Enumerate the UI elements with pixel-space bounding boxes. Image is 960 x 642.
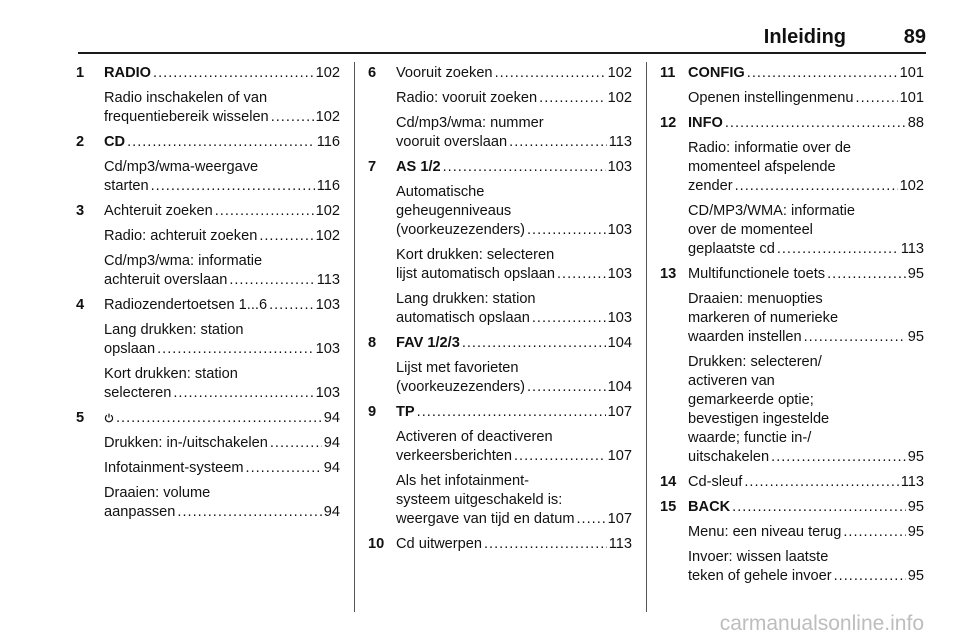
dot-leader — [771, 448, 906, 467]
dot-leader — [732, 498, 906, 517]
sub-entry-line: geheugenniveaus — [396, 203, 512, 219]
sub-entry-text: (voorkeuzezenders) — [396, 379, 525, 395]
page-reference: 102 — [315, 228, 340, 244]
entry-heading — [396, 535, 632, 554]
sub-entry-text: achteruit overslaan — [104, 272, 228, 288]
sub-entry — [104, 252, 340, 290]
sub-entry-line: activeren van — [688, 373, 775, 389]
sub-entry — [688, 89, 924, 108]
sub-entry-last-line — [104, 503, 340, 522]
sub-entry-text: teken of gehele invoer — [688, 568, 832, 584]
dot-leader — [269, 296, 314, 315]
sub-entry-line: Cd/mp3/wma-weergave — [104, 159, 259, 175]
sub-entry-text: waarden instellen — [688, 329, 802, 345]
page-reference: 104 — [607, 335, 632, 351]
entry-body — [396, 535, 632, 554]
sub-entry — [688, 353, 924, 467]
page-reference: 103 — [315, 385, 340, 401]
dot-leader — [744, 473, 898, 492]
entry-title: INFO — [688, 115, 723, 131]
entry-heading — [396, 158, 632, 177]
page-reference: 103 — [607, 222, 632, 238]
page-reference: 101 — [899, 65, 924, 81]
page-reference: 95 — [907, 524, 924, 540]
entry-number: 10 — [368, 536, 385, 552]
page-reference: 95 — [907, 568, 924, 584]
sub-entry-text: Openen instellingenmenu — [688, 90, 854, 106]
index-entry — [368, 403, 632, 529]
sub-entry-last-line — [104, 108, 340, 127]
dot-leader — [443, 158, 606, 177]
page-reference: 103 — [315, 341, 340, 357]
entry-heading — [688, 114, 924, 133]
sub-entry-line: Cd/mp3/wma: nummer — [396, 115, 544, 131]
entry-number: 15 — [660, 499, 677, 515]
dot-leader — [246, 459, 322, 478]
sub-entry-line: waarde; functie in-/ — [688, 430, 812, 446]
sub-entry-last-line — [688, 523, 924, 542]
sub-entry-last-line — [688, 240, 924, 259]
page-reference: 107 — [607, 404, 632, 420]
sub-entry-line: Kort drukken: selecteren — [396, 247, 555, 263]
dot-leader — [215, 202, 314, 221]
sub-entry-line: over de momenteel — [688, 222, 813, 238]
dot-leader — [127, 133, 315, 152]
entry-heading — [688, 265, 924, 284]
entry-title: BACK — [688, 499, 731, 515]
sub-entry-last-line — [396, 510, 632, 529]
dot-leader — [532, 309, 606, 328]
entry-body — [396, 334, 632, 397]
sub-entry — [396, 183, 632, 240]
entry-number: 7 — [368, 159, 377, 175]
dot-leader — [153, 64, 314, 83]
page-reference: 94 — [323, 460, 340, 476]
sub-entry-line: Automatische — [396, 184, 485, 200]
entry-number: 1 — [76, 65, 85, 81]
dot-leader — [557, 265, 606, 284]
dot-leader — [259, 227, 313, 246]
dot-leader — [177, 503, 321, 522]
page-reference: 113 — [900, 474, 924, 490]
sub-entry — [688, 139, 924, 196]
sub-entry — [104, 227, 340, 246]
sub-entry — [104, 365, 340, 403]
page-number: 89 — [903, 26, 926, 48]
sub-entry-text: Drukken: in-/uitschakelen — [104, 435, 268, 451]
sub-entry-line: Lang drukken: station — [396, 291, 536, 307]
sub-entry-line: Kort drukken: station — [104, 366, 238, 382]
page-header — [78, 22, 926, 54]
sub-entry-line: Drukken: selecteren/ — [688, 354, 822, 370]
dot-leader — [527, 221, 606, 240]
page-reference: 103 — [607, 266, 632, 282]
entry-title: AS 1/2 — [396, 159, 441, 175]
page-reference: 94 — [323, 504, 340, 520]
sub-entry-text: Menu: een niveau terug — [688, 524, 842, 540]
entry-heading — [104, 296, 340, 315]
sub-entry-line: gemarkeerde optie; — [688, 392, 814, 408]
sub-entry-line: markeren of numerieke — [688, 310, 839, 326]
sub-entry-line: CD/MP3/WMA: informatie — [688, 203, 856, 219]
sub-entry — [396, 246, 632, 284]
sub-entry-text: (voorkeuzezenders) — [396, 222, 525, 238]
sub-entry-text: verkeersberichten — [396, 448, 512, 464]
sub-entry — [688, 290, 924, 347]
index-column-1 — [76, 64, 340, 528]
sub-entry — [104, 434, 340, 453]
sub-entry — [104, 158, 340, 196]
page-reference: 102 — [607, 65, 632, 81]
sub-entry-text: starten — [104, 178, 149, 194]
entry-title: CD — [104, 134, 126, 150]
sub-entry-text: Infotainment-systeem — [104, 460, 244, 476]
sub-entry-line: Als het infotainment- — [396, 473, 530, 489]
sub-entry-last-line — [104, 434, 340, 453]
index-entry — [368, 535, 632, 554]
entry-number: 12 — [660, 115, 677, 131]
sub-entry-line: Draaien: volume — [104, 485, 211, 501]
entry-body — [104, 133, 340, 196]
page-reference: 102 — [315, 65, 340, 81]
sub-entry-line: systeem uitgeschakeld is: — [396, 492, 563, 508]
sub-entry-last-line — [104, 384, 340, 403]
dot-leader — [735, 177, 898, 196]
page-reference: 103 — [315, 297, 340, 313]
entry-title: Multifunctionele toets — [688, 266, 826, 282]
dot-leader — [271, 108, 314, 127]
dot-leader — [576, 510, 605, 529]
dot-leader — [495, 64, 606, 83]
index-entry — [368, 64, 632, 152]
entry-heading — [396, 334, 632, 353]
page-reference: 88 — [907, 115, 924, 131]
entry-body — [104, 409, 340, 522]
page-reference: 107 — [607, 448, 632, 464]
sub-entry-last-line — [396, 309, 632, 328]
sub-entry-text: uitschakelen — [688, 449, 770, 465]
index-entry — [76, 64, 340, 127]
sub-entry-text: vooruit overslaan — [396, 134, 508, 150]
column-divider — [646, 62, 647, 612]
page-reference: 94 — [323, 410, 340, 426]
dot-leader — [173, 384, 313, 403]
sub-entry — [104, 321, 340, 359]
entry-number: 6 — [368, 65, 377, 81]
dot-leader — [843, 523, 905, 542]
column-divider — [354, 62, 355, 612]
sub-entry-last-line — [104, 177, 340, 196]
page-reference: 113 — [900, 241, 924, 257]
sub-entry-line: Radio: informatie over de — [688, 140, 852, 156]
sub-entry-last-line — [396, 89, 632, 108]
sub-entry-text: lijst automatisch opslaan — [396, 266, 555, 282]
entry-body — [688, 64, 924, 108]
page-reference: 113 — [608, 536, 632, 552]
page-reference: 95 — [907, 329, 924, 345]
dot-leader — [827, 265, 906, 284]
entry-title: TP — [396, 404, 415, 420]
sub-entry-line: Draaien: menuopties — [688, 291, 823, 307]
power-icon — [104, 409, 114, 428]
index-entry — [368, 334, 632, 397]
sub-entry-text: zender — [688, 178, 733, 194]
sub-entry-last-line — [688, 89, 924, 108]
sub-entry-last-line — [688, 567, 924, 586]
sub-entry — [396, 114, 632, 152]
sub-entry-last-line — [688, 328, 924, 347]
sub-entry — [396, 428, 632, 466]
sub-entry — [688, 523, 924, 542]
dot-leader — [834, 567, 906, 586]
sub-entry-last-line — [104, 227, 340, 246]
entry-heading — [688, 64, 924, 83]
sub-entry-line: momenteel afspelende — [688, 159, 836, 175]
sub-entry-last-line — [104, 459, 340, 478]
dot-leader — [509, 133, 607, 152]
sub-entry-last-line — [396, 133, 632, 152]
sub-entry-text: opslaan — [104, 341, 156, 357]
dot-leader — [514, 447, 606, 466]
sub-entry — [104, 484, 340, 522]
sub-entry-last-line — [688, 177, 924, 196]
sub-entry-line: Cd/mp3/wma: informatie — [104, 253, 263, 269]
sub-entry-text: automatisch opslaan — [396, 310, 530, 326]
page-reference: 102 — [315, 203, 340, 219]
sub-entry — [104, 459, 340, 478]
page-reference: 103 — [607, 310, 632, 326]
sub-entry-last-line — [396, 265, 632, 284]
entry-heading — [104, 133, 340, 152]
entry-body — [396, 158, 632, 328]
entry-heading — [396, 64, 632, 83]
sub-entry-text: weergave van tijd en datum — [396, 511, 575, 527]
index-entry — [660, 114, 924, 259]
dot-leader — [151, 177, 315, 196]
sub-entry-text: selecteren — [104, 385, 172, 401]
index-entry — [660, 265, 924, 467]
index-entry — [660, 64, 924, 108]
index-entry — [368, 158, 632, 328]
dot-leader — [777, 240, 899, 259]
page-reference: 103 — [607, 159, 632, 175]
page-reference: 102 — [607, 90, 632, 106]
entry-heading — [688, 473, 924, 492]
sub-entry-text: Radio: achteruit zoeken — [104, 228, 258, 244]
sub-entry-last-line — [396, 378, 632, 397]
entry-heading — [104, 409, 340, 428]
page-reference: 116 — [316, 178, 340, 194]
index-entry — [660, 473, 924, 492]
sub-entry — [104, 89, 340, 127]
sub-entry — [688, 548, 924, 586]
sub-entry-last-line — [104, 271, 340, 290]
entry-body — [688, 265, 924, 467]
sub-entry-last-line — [688, 448, 924, 467]
entry-body — [104, 64, 340, 127]
entry-number: 14 — [660, 474, 677, 490]
entry-title: Cd-sleuf — [688, 474, 743, 490]
index-entry — [660, 498, 924, 586]
dot-leader — [804, 328, 906, 347]
page-reference: 102 — [315, 109, 340, 125]
sub-entry-line: Lijst met favorieten — [396, 360, 519, 376]
sub-entry — [396, 359, 632, 397]
dot-leader — [229, 271, 314, 290]
entry-number: 8 — [368, 335, 377, 351]
entry-heading — [104, 64, 340, 83]
entry-heading — [396, 403, 632, 422]
sub-entry-last-line — [104, 340, 340, 359]
entry-body — [104, 202, 340, 290]
page-reference: 101 — [899, 90, 924, 106]
entry-title: Vooruit zoeken — [396, 65, 493, 81]
entry-body — [688, 114, 924, 259]
entry-title: FAV 1/2/3 — [396, 335, 460, 351]
page-title: Inleiding — [763, 26, 846, 48]
entry-number: 13 — [660, 266, 677, 282]
entry-body — [396, 403, 632, 529]
entry-number: 4 — [76, 297, 85, 313]
dot-leader — [157, 340, 314, 359]
sub-entry-last-line — [396, 447, 632, 466]
sub-entry — [396, 472, 632, 529]
sub-entry-text: geplaatste cd — [688, 241, 775, 257]
page-reference: 95 — [907, 499, 924, 515]
sub-entry-text: frequentiebereik wisselen — [104, 109, 269, 125]
page-reference: 116 — [316, 134, 340, 150]
watermark: carmanualsonline.info — [719, 612, 924, 635]
dot-leader — [270, 434, 322, 453]
index-entry — [76, 133, 340, 196]
entry-body — [688, 473, 924, 492]
dot-leader — [484, 535, 607, 554]
page-reference: 94 — [323, 435, 340, 451]
entry-number: 3 — [76, 203, 85, 219]
sub-entry-text: Radio: vooruit zoeken — [396, 90, 538, 106]
sub-entry-line: Lang drukken: station — [104, 322, 244, 338]
sub-entry-line: Activeren of deactiveren — [396, 429, 553, 445]
dot-leader — [116, 409, 322, 428]
entry-heading — [104, 202, 340, 221]
entry-number: 5 — [76, 410, 85, 426]
dot-leader — [856, 89, 898, 108]
dot-leader — [725, 114, 906, 133]
dot-leader — [527, 378, 606, 397]
dot-leader — [417, 403, 606, 422]
sub-entry — [396, 89, 632, 108]
entry-title: Cd uitwerpen — [396, 536, 482, 552]
entry-title: CONFIG — [688, 65, 745, 81]
index-column-2 — [368, 64, 632, 560]
sub-entry-last-line — [396, 221, 632, 240]
page-reference: 95 — [907, 266, 924, 282]
dot-leader — [747, 64, 898, 83]
page-reference: 95 — [907, 449, 924, 465]
sub-entry-line: bevestigen ingestelde — [688, 411, 830, 427]
entry-title: Achteruit zoeken — [104, 203, 213, 219]
entry-body — [688, 498, 924, 586]
index-column-3 — [660, 64, 924, 592]
entry-title: Radiozendertoetsen 1...6 — [104, 297, 268, 313]
entry-heading — [688, 498, 924, 517]
index-entry — [76, 296, 340, 403]
dot-leader — [462, 334, 606, 353]
entry-number: 9 — [368, 404, 377, 420]
page-reference: 102 — [899, 178, 924, 194]
sub-entry-line: Radio inschakelen of van — [104, 90, 268, 106]
entry-body — [104, 296, 340, 403]
entry-number: 11 — [660, 65, 676, 81]
sub-entry — [396, 290, 632, 328]
entry-title: RADIO — [104, 65, 152, 81]
page-reference: 107 — [607, 511, 632, 527]
sub-entry-line: Invoer: wissen laatste — [688, 549, 829, 565]
sub-entry-text: aanpassen — [104, 504, 176, 520]
page-reference: 113 — [608, 134, 632, 150]
entry-number: 2 — [76, 134, 85, 150]
sub-entry — [688, 202, 924, 259]
index-entry — [76, 409, 340, 522]
index-entry — [76, 202, 340, 290]
entry-body — [396, 64, 632, 152]
dot-leader — [539, 89, 605, 108]
page-reference: 104 — [607, 379, 632, 395]
page-reference: 113 — [316, 272, 340, 288]
